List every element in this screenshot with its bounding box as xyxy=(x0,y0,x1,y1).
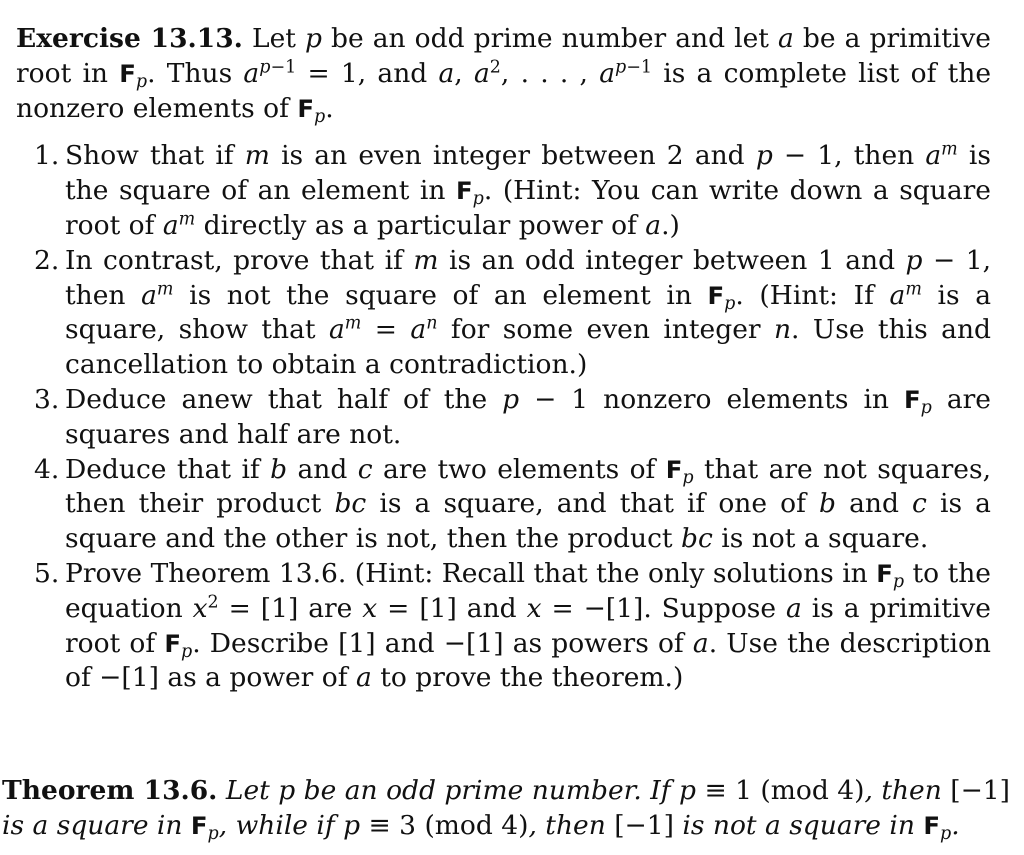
exercise-part-5 xyxy=(16,557,991,696)
part-number: 2. xyxy=(34,244,60,276)
part-number: 3. xyxy=(34,383,60,415)
theorem-statement: Let p be an odd prime number. If p ≡ 1 (mod 4), then [−1] is a square in $F_p$, while if p ≡ 3 (mod 4), then [−1] is not a square in $F_p$. xyxy=(2,775,1010,844)
part-number: 5. xyxy=(34,557,60,589)
exercise-intro-text: Let p be an odd prime number and let a be a primitive root in $F_p$. Thus $a^{p-1} = 1$, and a, $a^2$, . . . , $a^{p-1}$ is a complete list of the nonzero elements of $F_p$. xyxy=(16,23,992,127)
exercise-parts-list xyxy=(16,139,991,696)
part-text: In contrast, prove that if m is an odd integer between 1 and p − 1, then $a^m$ is not the square of an element in $F_p$. (Hint: If $a^m$ is a square, show that $a^m = a^n$ for some even integer n. Use this and cancellation to obtain a contradiction.) xyxy=(65,244,992,381)
part-text: Show that if m is an even integer between 2 and p − 1, then $a^m$ is the square of an element in $F_p$. (Hint: You can write down a square root of $a^m$ directly as a particular power of a.) xyxy=(65,139,991,241)
exercise-label: Exercise 13.13. xyxy=(16,23,243,54)
theorem-label: Theorem 13.6. xyxy=(2,775,218,806)
exercise-part-4 xyxy=(16,453,991,557)
exercise-part-1 xyxy=(16,139,991,243)
exercise-intro xyxy=(16,22,991,126)
part-text: Deduce anew that half of the p − 1 nonzero elements in $F_p$ are squares and half are not. xyxy=(65,383,991,450)
part-text: Deduce that if b and c are two elements of $F_p$ that are not squares, then their product bc is a square, and that if one of b and c is a square and the other is not, then the product bc is not a square. xyxy=(65,453,992,555)
part-number: 4. xyxy=(34,453,60,485)
exercise-part-3 xyxy=(16,383,991,453)
theorem-block xyxy=(2,773,1010,843)
exercise-part-2 xyxy=(16,244,991,383)
exercise-block xyxy=(16,22,991,696)
part-number: 1. xyxy=(34,140,60,172)
part-text: Prove Theorem 13.6. (Hint: Recall that the only solutions in $F_p$ to the equation $x^2 = [1]$ are x = [1] and x = −[1]. Suppose a is a primitive root of $F_p$. Describe [1] and −[1] as powers of a. Use the description of −[1] as a power of a to prove the theorem.) xyxy=(65,557,991,694)
